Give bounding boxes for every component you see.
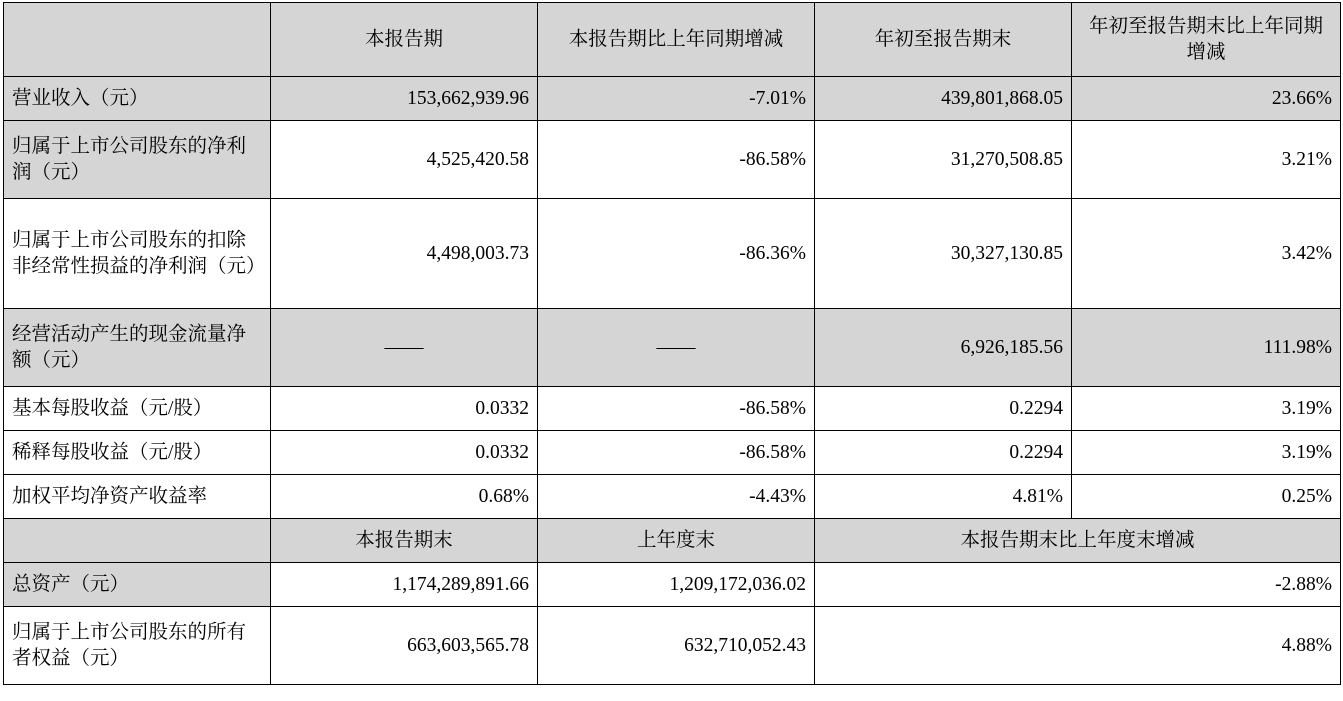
table-header-row [4,3,1341,77]
cell-equity-period-end: 663,603,565.78 [271,607,538,685]
cell-net-profit-current-yoy: -86.58% [538,121,815,199]
header-cell-ytd: 年初至报告期末 [815,3,1072,77]
subheader-cell-period-end: 本报告期末 [271,519,538,563]
row-label-equity: 归属于上市公司股东的所有者权益（元） [4,607,271,685]
cell-roe-ytd-yoy: 0.25% [1072,475,1341,519]
table-row [4,77,1341,121]
cell-roe-current: 0.68% [271,475,538,519]
table-row [4,309,1341,387]
cell-operating-cashflow-current-yoy: —— [538,309,815,387]
financial-summary-sheet [0,2,1343,701]
cell-revenue-ytd: 439,801,868.05 [815,77,1072,121]
cell-diluted-eps-ytd-yoy: 3.19% [1072,431,1341,475]
cell-equity-prior-year-end: 632,710,052.43 [538,607,815,685]
cell-equity-change: 4.88% [815,607,1341,685]
table-row [4,607,1341,685]
cell-operating-cashflow-current: —— [271,309,538,387]
cell-adjusted-net-profit-current-yoy: -86.36% [538,199,815,309]
cell-revenue-current-yoy: -7.01% [538,77,815,121]
cell-basic-eps-ytd-yoy: 3.19% [1072,387,1341,431]
row-label-net-profit: 归属于上市公司股东的净利润（元） [4,121,271,199]
table-subheader-row [4,519,1341,563]
table-row [4,121,1341,199]
row-label-revenue: 营业收入（元） [4,77,271,121]
header-cell-ytd-yoy: 年初至报告期末比上年同期增减 [1072,3,1341,77]
cell-diluted-eps-current-yoy: -86.58% [538,431,815,475]
cell-basic-eps-current-yoy: -86.58% [538,387,815,431]
cell-roe-current-yoy: -4.43% [538,475,815,519]
row-label-total-assets: 总资产（元） [4,563,271,607]
cell-total-assets-prior-year-end: 1,209,172,036.02 [538,563,815,607]
row-label-basic-eps: 基本每股收益（元/股） [4,387,271,431]
cell-basic-eps-current: 0.0332 [271,387,538,431]
table-row [4,199,1341,309]
row-label-adjusted-net-profit: 归属于上市公司股东的扣除非经常性损益的净利润（元） [4,199,271,309]
header-cell-blank [4,3,271,77]
cell-diluted-eps-current: 0.0332 [271,431,538,475]
cell-diluted-eps-ytd: 0.2294 [815,431,1072,475]
cell-total-assets-change: -2.88% [815,563,1341,607]
cell-operating-cashflow-ytd-yoy: 111.98% [1072,309,1341,387]
cell-net-profit-current: 4,525,420.58 [271,121,538,199]
cell-total-assets-period-end: 1,174,289,891.66 [271,563,538,607]
header-cell-current-period: 本报告期 [271,3,538,77]
table-row [4,563,1341,607]
cell-operating-cashflow-ytd: 6,926,185.56 [815,309,1072,387]
cell-roe-ytd: 4.81% [815,475,1072,519]
table-row [4,387,1341,431]
cell-net-profit-ytd: 31,270,508.85 [815,121,1072,199]
row-label-roe: 加权平均净资产收益率 [4,475,271,519]
table-row [4,475,1341,519]
subheader-cell-blank [4,519,271,563]
table-row [4,431,1341,475]
row-label-diluted-eps: 稀释每股收益（元/股） [4,431,271,475]
cell-revenue-current: 153,662,939.96 [271,77,538,121]
financial-summary-table [3,2,1341,685]
cell-revenue-ytd-yoy: 23.66% [1072,77,1341,121]
cell-net-profit-ytd-yoy: 3.21% [1072,121,1341,199]
cell-basic-eps-ytd: 0.2294 [815,387,1072,431]
row-label-operating-cashflow: 经营活动产生的现金流量净额（元） [4,309,271,387]
subheader-cell-change: 本报告期末比上年度末增减 [815,519,1341,563]
cell-adjusted-net-profit-current: 4,498,003.73 [271,199,538,309]
header-cell-current-period-yoy: 本报告期比上年同期增减 [538,3,815,77]
subheader-cell-prior-year-end: 上年度末 [538,519,815,563]
cell-adjusted-net-profit-ytd-yoy: 3.42% [1072,199,1341,309]
cell-adjusted-net-profit-ytd: 30,327,130.85 [815,199,1072,309]
